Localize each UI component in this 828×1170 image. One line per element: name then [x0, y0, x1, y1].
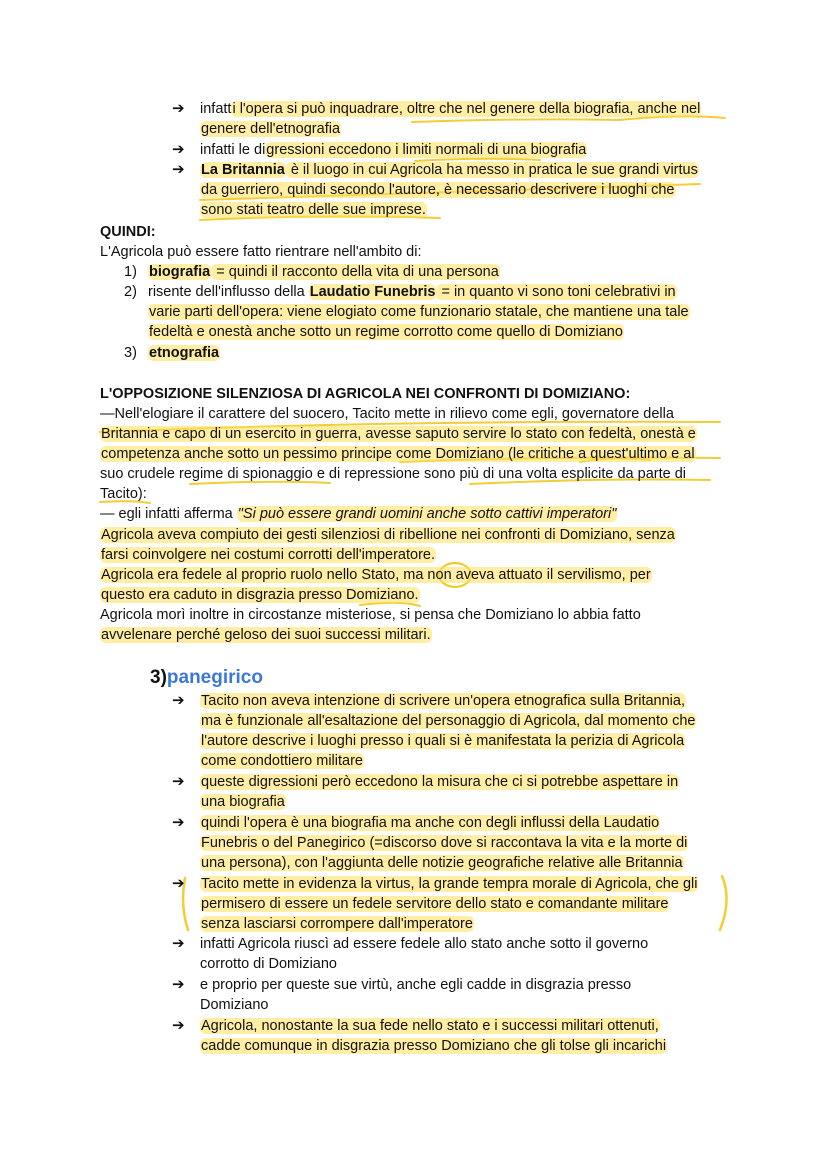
quindi-item-2-cont2: fedeltà e onestà anche sotto un regime corrotto come quello di Domiziano: [149, 324, 623, 340]
opposizione-line-8: Agricola era fedele al proprio ruolo nello Stato, ma non aveva attuato il servilismo, per: [101, 567, 651, 583]
sec3-item-2-cont: una biografia: [201, 794, 285, 810]
sec3-item-4: Tacito mette in evidenza la virtus, la grande tempra morale di Agricola, che gli: [201, 876, 698, 892]
quote-text: "Si può essere grandi uomini anche sotto cattivi imperatori": [237, 506, 617, 522]
opposizione-line-6: Agricola aveva compiuto dei gesti silenziosi di ribellione nei confronti di Domiziano, senza: [101, 527, 675, 543]
opposizione-line-9: questo era caduto in disgrazia presso Domiziano.: [101, 587, 419, 603]
top-item-3-cont: da guerriero, quindi secondo l'autore, è necessario descrivere i luoghi che: [201, 182, 675, 198]
opposizione-title: L'OPPOSIZIONE SILENZIOSA DI AGRICOLA NEI CONFRONTI DI DOMIZIANO:: [100, 386, 631, 402]
arrow-icon: ➔: [172, 875, 185, 892]
section-3-heading: 3)panegirico: [150, 667, 263, 688]
opposizione-quote-line: — egli infatti afferma "Si può essere grandi uomini anche sotto cattivi imperatori": [100, 506, 617, 522]
opposizione-line-10: Agricola morì inoltre in circostanze misteriose, si pensa che Domiziano lo abbia fatto: [100, 607, 641, 623]
sec3-item-6: e proprio per queste sue virtù, anche egli cadde in disgrazia presso: [200, 977, 632, 993]
sec3-item-2: queste digressioni però eccedono la misura che ci si potrebbe aspettare in: [201, 774, 679, 790]
sec3-item-1-cont: ma è funzionale all'esaltazione del personaggio di Agricola, dal momento che: [201, 713, 696, 729]
sec3-item-4-cont2: senza lasciarsi corrompere dall'imperatore: [201, 916, 473, 932]
top-item-1-cont: genere dell'etnografia: [201, 121, 341, 137]
sec3-item-7-cont: cadde comunque in disgrazia presso Domiziano che gli tolse gli incarichi: [201, 1038, 667, 1054]
top-item-1: infatti l'opera si può inquadrare, oltre che nel genere della biografia, anche nel: [200, 101, 701, 117]
arrow-icon: ➔: [172, 976, 185, 993]
opposizione-line-11: avvelenare perché geloso dei suoi successi militari.: [101, 627, 431, 643]
opposizione-line-7: farsi coinvolgere nei costumi corrotti dell'imperatore.: [101, 547, 435, 563]
opposizione-line-5: Tacito):: [100, 486, 147, 502]
list-number: 3): [124, 345, 137, 361]
quindi-intro: L'Agricola può essere fatto rientrare nell'ambito di:: [100, 244, 422, 260]
arrow-icon: ➔: [172, 814, 185, 831]
arrow-icon: ➔: [172, 935, 185, 952]
top-item-3: La Britannia è il luogo in cui Agricola ha messo in pratica le sue grandi virtus: [201, 162, 698, 178]
list-number: 2): [124, 284, 137, 300]
list-number: 1): [124, 264, 137, 280]
sec3-item-5: infatti Agricola riuscì ad essere fedele allo stato anche sotto il governo: [200, 936, 649, 952]
quindi-item-3: etnografia: [149, 345, 220, 361]
opposizione-line-1: —Nell'elogiare il carattere del suocero, Tacito mette in rilievo come egli, governatore della: [100, 406, 674, 422]
quindi-label: QUINDI:: [100, 224, 156, 240]
sec3-item-3-cont: Funebris o del Panegirico (=discorso dove si raccontava la vita e la morte di: [201, 835, 688, 851]
quindi-item-2: risente dell'influsso della Laudatio Funebris = in quanto vi sono toni celebrativi in: [148, 284, 676, 300]
sec3-item-1: Tacito non aveva intenzione di scrivere un'opera etnografica sulla Britannia,: [201, 693, 685, 709]
opposizione-line-2: Britannia e capo di un esercito in guerra, avesse saputo servire lo stato con fedeltà, onestà e: [101, 426, 696, 442]
arrow-icon: ➔: [172, 100, 185, 117]
sec3-item-6-cont: Domiziano: [200, 997, 269, 1013]
opposizione-line-4: suo crudele regime di spionaggio e di repressione sono più di una volta esplicite da parte di: [100, 466, 687, 482]
top-item-3-cont2: sono stati teatro delle sue imprese.: [201, 202, 426, 218]
sec3-item-7: Agricola, nonostante la sua fede nello stato e i successi militari ottenuti,: [201, 1018, 659, 1034]
sec3-item-1-cont3: come condottiero militare: [201, 753, 363, 769]
quindi-item-2-cont: varie parti dell'opera: viene elogiato come funzionario statale, che mantiene una tale: [149, 304, 689, 320]
sec3-item-5-cont: corrotto di Domiziano: [200, 956, 337, 972]
arrow-icon: ➔: [172, 1017, 185, 1034]
arrow-icon: ➔: [172, 141, 185, 158]
arrow-icon: ➔: [172, 773, 185, 790]
sec3-item-1-cont2: l'autore descrive i luoghi presso i quali si è manifestata la perizia di Agricola: [201, 733, 685, 749]
top-item-2: infatti le digressioni eccedono i limiti normali di una biografia: [200, 142, 587, 158]
arrow-icon: ➔: [172, 692, 185, 709]
sec3-item-4-cont: permisero di essere un fedele servitore dello stato e comandante militare: [201, 896, 669, 912]
opposizione-line-3: competenza anche sotto un pessimo principe come Domiziano (le critiche a quest'ultimo e al: [101, 446, 695, 462]
arrow-icon: ➔: [172, 161, 185, 178]
bracket-right: [720, 876, 727, 930]
sec3-item-3: quindi l'opera è una biografia ma anche con degli influssi della Laudatio: [201, 815, 660, 831]
quindi-item-1: biografia = quindi il racconto della vita di una persona: [149, 264, 499, 280]
sec3-item-3-cont2: una persona), con l'aggiunta delle notizie geografiche relative alle Britannia: [201, 855, 683, 871]
